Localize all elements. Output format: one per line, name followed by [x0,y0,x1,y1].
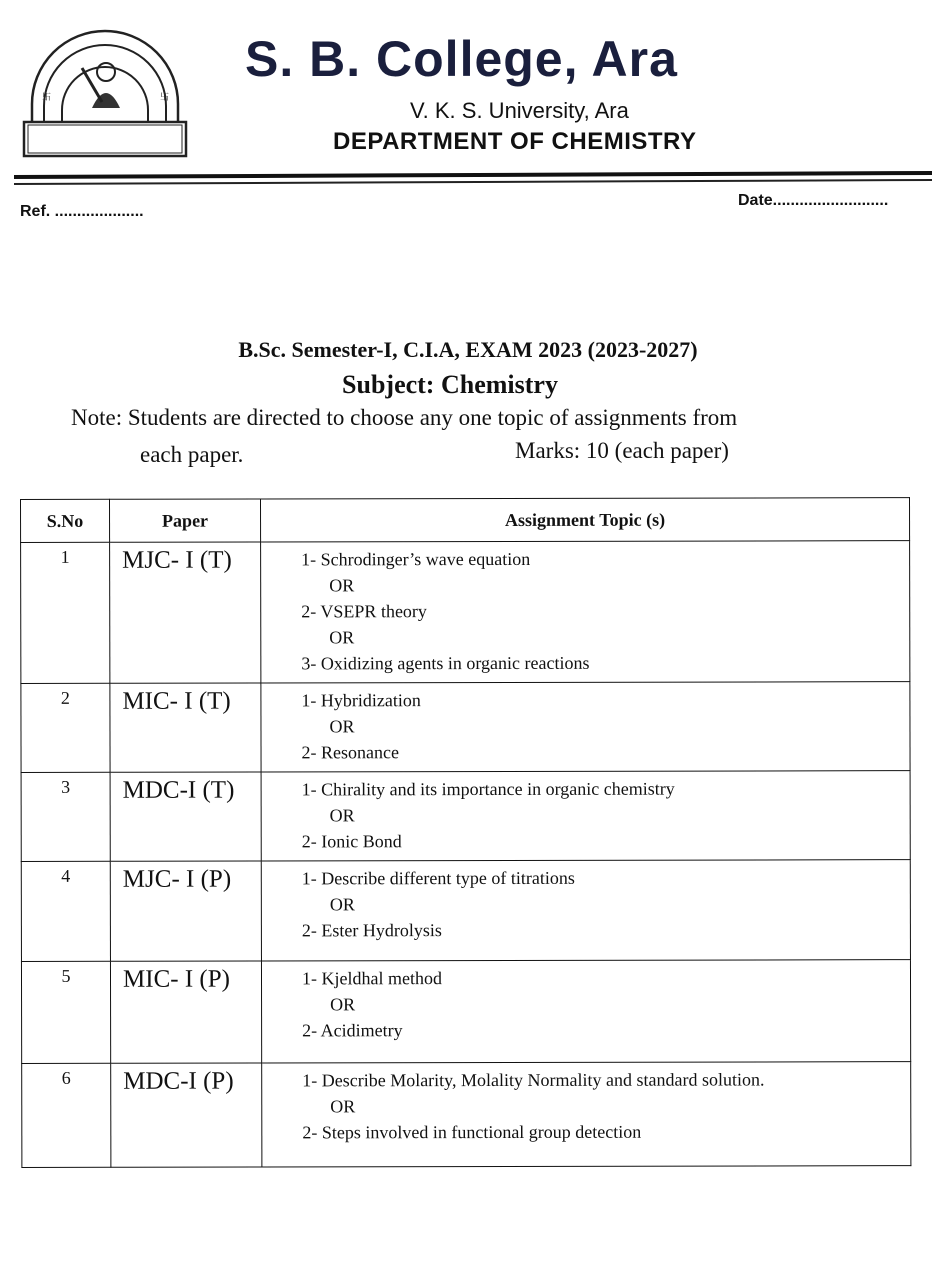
topic-option: 2- Steps involved in functional group detection [302,1121,642,1143]
svg-text:卐: 卐 [42,92,52,102]
row-topics [261,682,910,772]
row-sno: 4 [21,861,110,961]
row-paper: MIC- I (P) [110,961,261,1063]
topic-option: 1- Hybridization [301,690,421,711]
topic-option: 2- VSEPR theory [301,601,427,622]
header-rule-thin [14,179,932,185]
topic-option: 1- Describe Molarity, Molality Normality and standard solution. [302,1069,765,1091]
row-sno: 1 [21,542,110,683]
row-paper: MJC- I (T) [110,542,261,683]
row-paper: MIC- I (T) [110,683,261,772]
header-topics: Assignment Topic (s) [261,498,910,542]
topic-option: 1- Schrodinger’s wave equation [301,548,531,570]
or-separator: OR [330,994,356,1015]
topic-option: 2- Acidimetry [302,1020,403,1041]
row-paper: MJC- I (P) [110,861,261,961]
or-separator: OR [329,894,355,915]
or-separator: OR [329,627,355,648]
department-name: DEPARTMENT OF CHEMISTRY [333,128,697,155]
table-header-row [21,498,910,543]
table-row [21,771,910,862]
header-paper: Paper [110,499,261,542]
university-name: V. K. S. University, Ara [410,98,629,123]
college-seal-logo [22,26,188,158]
or-separator: OR [330,1096,356,1117]
row-sno: 3 [21,772,110,861]
topic-option: 1- Chirality and its importance in organic chemistry [301,778,675,800]
topic-option: 1- Kjeldhal method [301,968,442,989]
row-sno: 2 [21,683,110,772]
topic-option: 2- Ester Hydrolysis [301,920,442,941]
or-separator: OR [329,805,355,826]
row-sno: 5 [21,961,110,1063]
assignment-table [20,497,911,1168]
exam-title: B.Sc. Semester-I, C.I.A, EXAM 2023 (2023-2027) [238,337,698,362]
row-topics [261,541,910,683]
row-topics [262,1062,911,1167]
table-row [22,1062,911,1168]
header-sno: S.No [21,499,110,542]
ref-field: Ref. .................... [20,203,144,220]
subject-title: Subject: Chemistry [342,370,558,399]
row-topics [261,960,910,1063]
note-line-2: each paper. [140,442,244,467]
note-line-1: Note: Students are directed to choose any one topic of assignments from [71,405,738,430]
seal-icon [22,26,188,158]
table-row [21,682,910,773]
row-sno: 6 [22,1063,111,1167]
table-row [21,960,910,1064]
college-name: S. B. College, Ara [245,31,678,87]
table-row [21,860,910,962]
row-topics [261,860,910,961]
row-paper: MDC-I (P) [111,1063,262,1167]
row-paper: MDC-I (T) [110,772,261,861]
or-separator: OR [329,575,355,596]
row-topics [261,771,910,861]
date-field: Date.......................... [738,192,889,209]
header-rule-thick [14,171,932,179]
topic-option: 2- Resonance [301,742,400,763]
table-row [21,541,910,684]
topic-option: 2- Ionic Bond [301,831,402,852]
marks-note: Marks: 10 (each paper) [515,438,729,463]
topic-option: 3- Oxidizing agents in organic reactions [301,652,590,674]
topic-option: 1- Describe different type of titrations [301,867,575,889]
or-separator: OR [329,716,355,737]
svg-text:卐: 卐 [160,92,170,102]
